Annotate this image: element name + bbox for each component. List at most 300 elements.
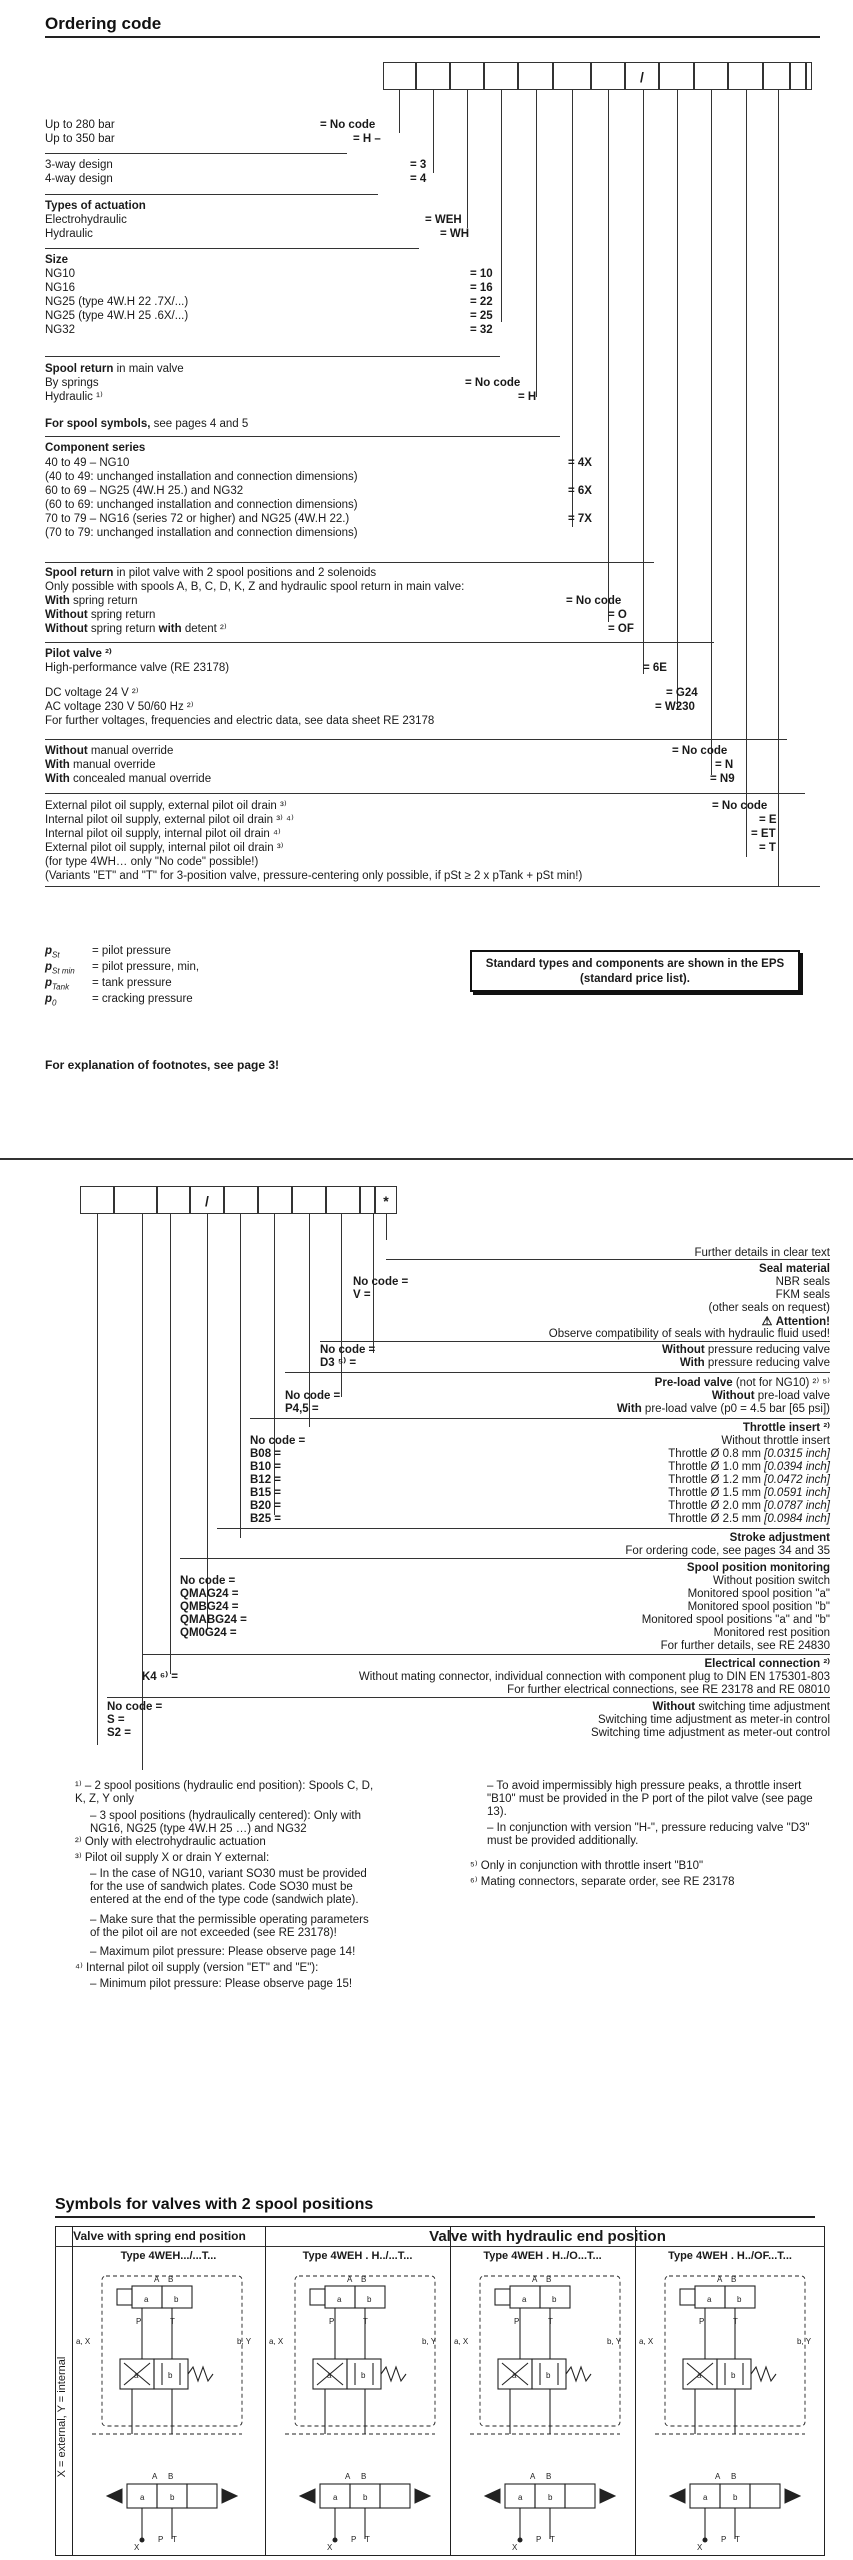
spool-symbols-note	[45, 418, 248, 431]
row-text: Switching time adjustment as meter-out control	[590, 1727, 830, 1739]
seal-desc: (other seals on request)	[708, 1302, 830, 1314]
port-label: a	[512, 2371, 517, 2380]
monitor-desc: For further details, see RE 24830	[660, 1640, 830, 1652]
row-text: With	[45, 595, 70, 607]
port-label: b, Y	[422, 2337, 437, 2346]
row-text: Up to 350 bar	[45, 133, 115, 145]
legend-sub: St min	[52, 966, 75, 976]
leader-line	[677, 90, 678, 710]
monitor-code: QM0G24 =	[180, 1627, 237, 1639]
row-text: Up to 280 bar	[45, 119, 115, 131]
port-label: T	[172, 2535, 177, 2544]
code-value: = N9	[710, 773, 735, 785]
row-text: For spool symbols,	[45, 418, 151, 430]
code-row-label	[45, 254, 68, 267]
row-text-inch: [0.0394 inch]	[764, 1461, 830, 1473]
legend-definition: = tank pressure	[92, 977, 172, 989]
row-separator	[107, 1697, 830, 1698]
port-label: B	[168, 2275, 174, 2284]
port-label: b	[552, 2295, 557, 2304]
port-label: T	[170, 2317, 175, 2326]
valve-schematic	[72, 2264, 265, 2554]
leader-line	[207, 1214, 208, 1628]
spring	[188, 2367, 213, 2381]
code-value: = E	[759, 814, 777, 826]
switch-code: S2 =	[107, 1727, 131, 1739]
row-text: spring return	[87, 623, 159, 635]
reducing-code: No code =	[320, 1344, 376, 1356]
reducing-desc	[662, 1344, 830, 1357]
row-text: With	[45, 759, 70, 771]
valve-schematic	[265, 2264, 450, 2554]
port-label: B	[546, 2275, 552, 2284]
legend-p: p	[45, 945, 53, 957]
footnote-left: ³⁾ Pilot oil supply X or drain Y external:	[75, 1852, 270, 1864]
throttle-desc	[721, 1435, 830, 1448]
port-label: b	[737, 2295, 742, 2304]
code-box-char: /	[205, 1193, 209, 1209]
solenoid-a	[495, 2289, 510, 2305]
port-label: A	[347, 2275, 353, 2284]
code-box	[591, 62, 625, 90]
code-box	[484, 62, 518, 90]
port-label: T	[365, 2535, 370, 2544]
row-text: NG25 (type 4W.H 25 .6X/...)	[45, 310, 189, 322]
throttle-code: No code =	[250, 1435, 306, 1447]
row-text: Without	[45, 623, 88, 635]
eps-box: Standard types and components are shown in the EPS (standard price list).	[470, 950, 800, 992]
code-value: = 25	[470, 310, 493, 322]
port-label: b	[367, 2295, 372, 2304]
code-row-label: (for type 4WH… only "No code" possible!)	[45, 856, 259, 868]
port-label: X	[512, 2543, 518, 2552]
code-box	[292, 1186, 326, 1214]
reducing-desc	[680, 1357, 830, 1370]
leader-line	[711, 90, 712, 775]
port-label: b	[733, 2493, 738, 2502]
legend-definition: = pilot pressure, min,	[92, 961, 200, 973]
symbols-title: Symbols for valves with 2 spool positions	[55, 2196, 374, 2213]
port-label: b, Y	[607, 2337, 622, 2346]
type-label: Type 4WEH . H../...T...	[302, 2250, 413, 2262]
seal-code: No code =	[353, 1276, 409, 1288]
row-text: pre-load valve (p0 = 4.5 bar [65 psi])	[641, 1403, 830, 1415]
legend-p: p	[45, 961, 53, 973]
seal-compat: Observe compatibility of seals with hydraulic fluid used!	[548, 1328, 830, 1340]
row-text-inch: [0.0787 inch]	[764, 1500, 830, 1512]
row-text: Throttle Ø 0.8 mm	[668, 1448, 765, 1460]
port-dot	[333, 2538, 338, 2543]
throttle-code: B15 =	[250, 1487, 282, 1499]
port-label: B	[546, 2472, 552, 2481]
port-label: a	[337, 2295, 342, 2304]
port-label: P	[514, 2317, 520, 2326]
seal-desc: NBR seals	[775, 1276, 830, 1288]
throttle-code: B12 =	[250, 1474, 282, 1486]
port-label: b, Y	[237, 2337, 252, 2346]
port-dot	[703, 2538, 708, 2543]
code-value: = No code	[712, 800, 768, 812]
monitor-desc: Monitored spool position "b"	[687, 1601, 830, 1613]
stroke-desc: For ordering code, see pages 34 and 35	[625, 1545, 830, 1557]
row-separator	[180, 1558, 830, 1559]
port-label: X	[134, 2543, 140, 2552]
footnote-left: – Minimum pilot pressure: Please observe page 15!	[90, 1978, 353, 1990]
row-text: Hydraulic	[45, 228, 93, 240]
row-text: (not for NG10) ²⁾ ⁵⁾	[732, 1377, 830, 1389]
component-series-header: Component series	[45, 442, 146, 454]
elec-header: Electrical connection ²⁾	[704, 1658, 830, 1670]
row-text: Throttle Ø 2.5 mm	[668, 1513, 765, 1525]
port-label: P	[329, 2317, 335, 2326]
leader-line	[341, 1214, 342, 1397]
group-separator	[45, 793, 805, 794]
code-value: = 32	[470, 324, 493, 336]
code-value: = OF	[608, 623, 634, 635]
leader-line	[142, 1214, 143, 1770]
group-separator	[45, 562, 654, 563]
code-row-label	[45, 745, 173, 758]
code-box	[790, 62, 806, 90]
code-box	[763, 62, 790, 90]
port-label: A	[345, 2472, 351, 2481]
code-row-label	[45, 119, 115, 132]
footnote-right: ⁵⁾ Only in conjunction with throttle insert "B10"	[470, 1860, 704, 1872]
row-text-inch: [0.0984 inch]	[764, 1513, 830, 1525]
col-hydraulic-header: Valve with hydraulic end position	[429, 2228, 666, 2245]
code-box	[806, 62, 812, 90]
switch-desc	[591, 1727, 830, 1740]
code-row-label	[45, 324, 75, 337]
code-row-label: (70 to 79: unchanged installation and connection dimensions)	[45, 527, 358, 539]
port-label: A	[717, 2275, 723, 2284]
code-row-label	[45, 173, 113, 186]
port-label: T	[733, 2317, 738, 2326]
valve-schematic	[635, 2264, 825, 2554]
row-text: Throttle Ø 1.2 mm	[668, 1474, 765, 1486]
type-label: Type 4WEH . H../O...T...	[483, 2250, 602, 2262]
code-value: = 4X	[568, 457, 592, 469]
leader-line	[746, 90, 747, 857]
section-divider	[0, 1158, 853, 1160]
row-text: Throttle Ø 2.0 mm	[668, 1500, 765, 1512]
row-text: NG10	[45, 268, 76, 280]
leader-line	[386, 1214, 387, 1240]
throttle-desc	[668, 1448, 830, 1461]
leader-line	[643, 90, 644, 674]
legend-symbol	[45, 977, 69, 991]
leader-line	[467, 90, 468, 228]
port-label: A	[152, 2472, 158, 2481]
solenoid-a	[117, 2289, 132, 2305]
ordering-code-title: Ordering code	[45, 14, 162, 33]
code-box-char: /	[640, 69, 644, 85]
code-value: = N	[715, 759, 734, 771]
row-text: 3-way design	[45, 159, 113, 171]
port-label: B	[361, 2275, 367, 2284]
port-label: A	[532, 2275, 538, 2284]
throttle-code: B20 =	[250, 1500, 282, 1512]
switch-desc	[652, 1701, 830, 1714]
row-text: Size	[45, 254, 69, 266]
throttle-desc	[668, 1487, 830, 1500]
port-label: b	[361, 2371, 366, 2380]
code-row-label: High-performance valve (RE 23178)	[45, 662, 230, 674]
port-label: a	[697, 2371, 702, 2380]
port-label: P	[721, 2535, 727, 2544]
leader-line	[608, 90, 609, 622]
legend-sub: St	[52, 950, 60, 960]
legend-sub: 0	[52, 998, 57, 1008]
code-value: = T	[759, 842, 776, 854]
group-separator	[45, 886, 820, 887]
header-row-rule	[55, 2246, 825, 2247]
row-text: NG16	[45, 282, 76, 294]
code-value: = No code	[566, 595, 622, 607]
code-value: = WH	[440, 228, 470, 240]
code-row-label: External pilot oil supply, external pilot oil drain ³⁾	[45, 800, 287, 812]
footnote-right: ⁶⁾ Mating connectors, separate order, see RE 23178	[470, 1876, 735, 1888]
port-label: a, X	[639, 2337, 654, 2346]
code-box	[383, 62, 416, 90]
legend-definition: = cracking pressure	[92, 993, 193, 1005]
code-value: = W230	[655, 701, 695, 713]
switch-desc	[598, 1714, 830, 1727]
row-text: concealed manual override	[69, 773, 212, 785]
port-label: a	[522, 2295, 527, 2304]
code-row-label	[45, 133, 115, 146]
code-value: = No code	[465, 377, 521, 389]
footnote-left: ¹⁾ – 2 spool positions (hydraulic end position): Spools C, D, K, Z, Y only	[75, 1780, 374, 1805]
row-text: NG32	[45, 324, 76, 336]
port-label: B	[361, 2472, 367, 2481]
port-label: a	[144, 2295, 149, 2304]
code-row-label	[45, 296, 188, 309]
code-row-label: 60 to 69 – NG25 (4W.H 25.) and NG32	[45, 485, 244, 497]
actuator-right	[222, 2489, 237, 2503]
row-text: Without	[45, 745, 88, 757]
code-box	[728, 62, 763, 90]
code-value: = H	[518, 391, 537, 403]
port-label: T	[735, 2535, 740, 2544]
seal-code: V =	[353, 1289, 371, 1301]
code-box	[375, 1186, 397, 1214]
port-label: T	[550, 2535, 555, 2544]
footnote-left: ²⁾ Only with electrohydraulic actuation	[75, 1836, 266, 1848]
code-row-label: Hydraulic ¹⁾	[45, 391, 103, 403]
code-box	[114, 1186, 157, 1214]
code-box	[553, 62, 591, 90]
symbols-rule	[55, 2216, 815, 2218]
row-text: Spool return	[45, 567, 114, 579]
port-label: a	[703, 2493, 708, 2502]
further-details: Further details in clear text	[694, 1247, 830, 1259]
code-box	[190, 1186, 224, 1214]
row-text: in main valve	[113, 363, 184, 375]
code-box	[659, 62, 694, 90]
side-label: X = external, Y = internal	[56, 2356, 68, 2478]
port-label: P	[536, 2535, 542, 2544]
leader-line	[433, 90, 434, 173]
port-label: a	[707, 2295, 712, 2304]
code-value: = 10	[470, 268, 493, 280]
throttle-header: Throttle insert ²⁾	[742, 1422, 830, 1434]
monitor-desc: Monitored rest position	[713, 1627, 830, 1639]
port-label: b	[548, 2493, 553, 2502]
code-row-label: Internal pilot oil supply, external pilot oil drain ³⁾ ⁴⁾	[45, 814, 294, 826]
port-label: B	[168, 2472, 174, 2481]
code-value: = ET	[751, 828, 776, 840]
preload-header	[655, 1377, 830, 1390]
warning-icon: ⚠	[761, 1314, 776, 1328]
code-row-label: (60 to 69: unchanged installation and connection dimensions)	[45, 499, 358, 511]
code-value: = WEH	[425, 214, 462, 226]
throttle-code: B10 =	[250, 1461, 282, 1473]
footnote-right: – In conjunction with version "H-", pressure reducing valve "D3" must be provided additionally.	[487, 1822, 810, 1847]
row-text: With	[679, 1357, 705, 1369]
leader-line	[97, 1214, 98, 1745]
row-text: pressure reducing valve	[704, 1357, 830, 1369]
code-value: = 22	[470, 296, 493, 308]
monitor-code: QMBG24 =	[180, 1601, 239, 1613]
code-row-label	[45, 159, 113, 172]
code-row-label: By springs	[45, 377, 99, 389]
throttle-desc	[668, 1461, 830, 1474]
row-text: Electrohydraulic	[45, 214, 127, 226]
attention	[762, 1315, 830, 1329]
type-label: Type 4WEH . H../OF...T...	[668, 2250, 792, 2262]
row-text: manual override	[69, 759, 156, 771]
code-box	[326, 1186, 360, 1214]
group-separator	[45, 356, 500, 357]
row-text: 4-way design	[45, 173, 113, 185]
row-separator	[285, 1372, 830, 1373]
actuator-right	[415, 2489, 430, 2503]
row-text: Without	[662, 1344, 705, 1356]
footnote-left: – 3 spool positions (hydraulically centered): Only with NG16, NG25 (type 4W.H 25 …) and NG32	[90, 1810, 362, 1835]
switch-code: S =	[107, 1714, 125, 1726]
port-label: T	[548, 2317, 553, 2326]
leader-line	[778, 90, 779, 886]
row-text-inch: [0.0591 inch]	[764, 1487, 830, 1499]
code-value: = 6X	[568, 485, 592, 497]
port-label: a	[333, 2493, 338, 2502]
legend-symbol	[45, 945, 60, 959]
row-text: Without	[711, 1390, 755, 1402]
port-label: B	[731, 2275, 737, 2284]
port-label: b	[363, 2493, 368, 2502]
switch-code: No code =	[107, 1701, 163, 1713]
row-text: With	[616, 1403, 642, 1415]
port-label: a, X	[454, 2337, 469, 2346]
code-row-label: 70 to 79 – NG16 (series 72 or higher) and NG25 (4W.H 22.)	[45, 513, 350, 525]
group-separator	[45, 436, 560, 437]
seal-header: Seal material	[759, 1263, 830, 1275]
port-label: a	[518, 2493, 523, 2502]
code-box	[416, 62, 450, 90]
code-row-label	[45, 214, 127, 227]
code-row-label	[45, 310, 188, 323]
legend-sub: Tank	[52, 982, 70, 992]
code-row-label: AC voltage 230 V 50/60 Hz ²⁾	[45, 701, 194, 713]
code-row-label	[45, 773, 211, 786]
row-text: detent ²⁾	[181, 623, 227, 635]
seal-desc: FKM seals	[775, 1289, 830, 1301]
code-row-label: (40 to 49: unchanged installation and connection dimensions)	[45, 471, 358, 483]
legend-definition: = pilot pressure	[92, 945, 171, 957]
row-text: manual override	[87, 745, 174, 757]
code-row-label: (Variants "ET" and "T" for 3-position valve, pressure-centering only possible, if pSt ≥ 2 x pTank + pSt min!)	[45, 870, 583, 882]
code-row-label: Internal pilot oil supply, internal pilot oil drain ⁴⁾	[45, 828, 281, 840]
footnote-right: – To avoid impermissibly high pressure peaks, a throttle insert "B10" must be provided in the P port of the pilot valve (see page 13).	[487, 1780, 813, 1818]
code-row-label	[45, 268, 75, 281]
port-label: P	[699, 2317, 705, 2326]
throttle-code: B08 =	[250, 1448, 282, 1460]
code-box	[80, 1186, 114, 1214]
code-value: = No code	[672, 745, 728, 757]
monitor-code: No code =	[180, 1575, 236, 1587]
leader-line	[501, 90, 502, 322]
throttle-code: B25 =	[250, 1513, 282, 1525]
leader-line	[399, 90, 400, 133]
code-row-label: External pilot oil supply, internal pilot oil drain ³⁾	[45, 842, 284, 854]
row-text: Without	[652, 1701, 696, 1713]
simple-box-c	[750, 2484, 780, 2508]
legend-symbol	[45, 961, 75, 975]
stroke-header: Stroke adjustment	[729, 1532, 830, 1544]
port-label: B	[731, 2472, 737, 2481]
preload-code: No code =	[285, 1390, 341, 1402]
code-value: = No code	[320, 119, 376, 131]
row-text: Spool return	[45, 363, 114, 375]
code-value: = 16	[470, 282, 493, 294]
code-value: = G24	[666, 687, 698, 699]
code-row-label: Only possible with spools A, B, C, D, K, Z and hydraulic spool return in main valve:	[45, 581, 465, 593]
simple-box-c	[380, 2484, 410, 2508]
row-text: in pilot valve with 2 spool positions and 2 solenoids	[113, 567, 377, 579]
row-text-inch: [0.0472 inch]	[764, 1474, 830, 1486]
code-value: = 7X	[568, 513, 592, 525]
throttle-desc	[668, 1500, 830, 1513]
actuator-right	[600, 2489, 615, 2503]
code-row-label	[45, 200, 146, 213]
port-label: b	[168, 2371, 173, 2380]
row-text: pressure reducing valve	[704, 1344, 830, 1356]
monitor-desc: Monitored spool position "a"	[687, 1588, 830, 1600]
simple-box-c	[565, 2484, 595, 2508]
spool-return-header	[45, 363, 184, 376]
port-label: a	[327, 2371, 332, 2380]
pilot-valve-header: Pilot valve ²⁾	[45, 648, 112, 660]
monitor-code: QMABG24 =	[180, 1614, 247, 1626]
monitor-header: Spool position monitoring	[686, 1562, 830, 1574]
row-text: spring return	[87, 609, 156, 621]
footnote-left: – Make sure that the permissible operating parameters of the pilot oil are not exceeded (see RE 23178)!	[90, 1914, 369, 1939]
pilot-spool-header	[45, 567, 376, 580]
legend-symbol	[45, 993, 56, 1007]
port-label: X	[327, 2543, 333, 2552]
col-spring-header: Valve with spring end position	[73, 2229, 246, 2243]
code-row-label	[45, 228, 93, 241]
port-label: b	[170, 2493, 175, 2502]
row-separator	[142, 1654, 830, 1655]
elec-code: K4 ⁶⁾ =	[142, 1671, 178, 1683]
row-separator	[386, 1259, 830, 1260]
port-label: T	[363, 2317, 368, 2326]
port-label: X	[697, 2543, 703, 2552]
code-box	[625, 62, 659, 90]
row-text: switching time adjustment	[695, 1701, 830, 1713]
